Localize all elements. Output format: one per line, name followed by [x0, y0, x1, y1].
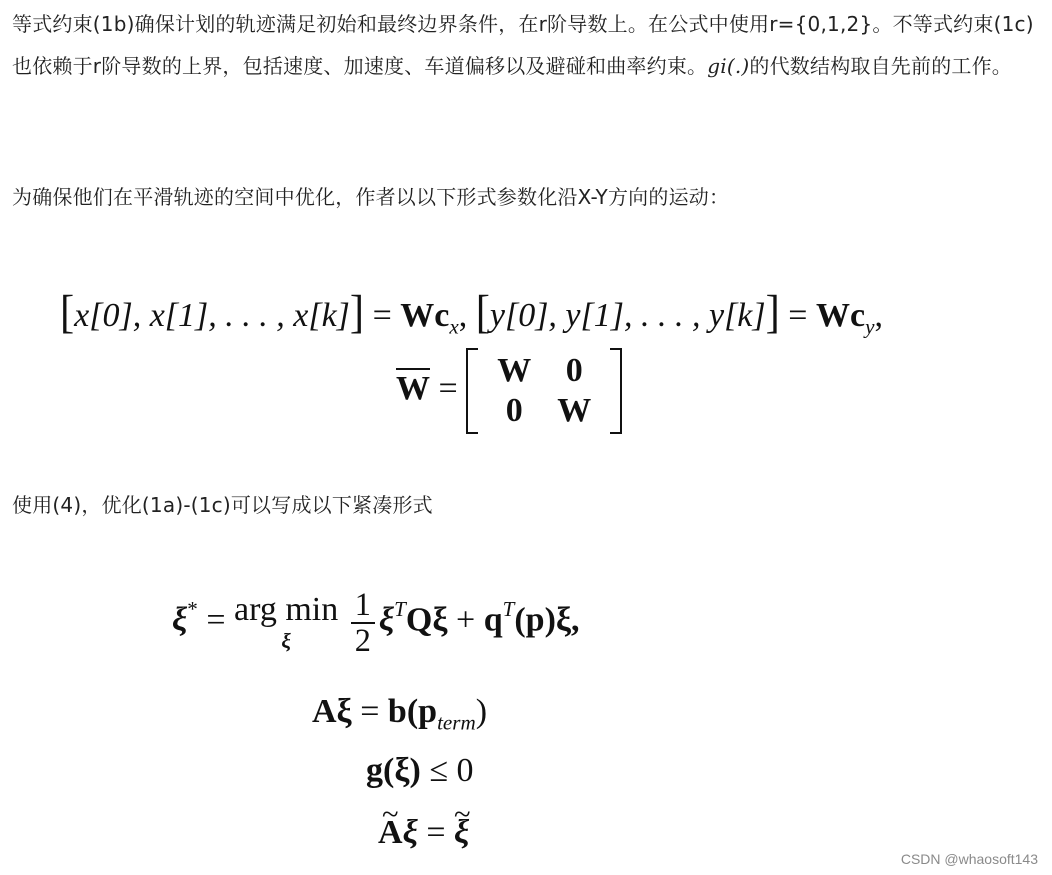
eq1-lhs-x: x[0], x[1], . . . , x[k] — [74, 297, 350, 334]
eq1-sub-x: x — [449, 314, 459, 339]
matrix-cell-21: 0 — [505, 392, 523, 429]
equation-block-matrix: $\overline{W}$ = W 0 0 W — [396, 348, 622, 434]
eq1-lhs-y: y[0], y[1], . . . , y[k] — [489, 297, 766, 334]
equation-equality-constraint: $A\xi = b(p_{term})$ — [312, 693, 488, 735]
inline-math-gi: gi(.) — [707, 54, 750, 78]
matrix-cell-12: 0 — [565, 352, 583, 389]
paragraph-parameterization: 为确保他们在平滑轨迹的空间中优化，作者以以下形式参数化沿X-Y方向的运动： — [12, 185, 730, 209]
equation-inequality-constraint: g(ξ) ≤ 0 — [366, 752, 474, 789]
equation-trajectory-x-y: [x[0], x[1], . . . , $x[k]] = Wc_x$, [y[0], y[1], . . . , $y[k]] = Wc_y$, — [60, 286, 883, 339]
equation-objective: ξ* = arg min ξ $\frac{1}{2}$ $\xi^TQ\xi + q^T(p)\xi$, — [172, 586, 580, 658]
matrix-cell-11: W — [497, 352, 532, 389]
eq1-sub-y: y — [865, 314, 875, 339]
argmin-operator: arg min ξ — [234, 591, 339, 654]
equation-tilde-constraint: ~ Aξ = ~ ξ — [378, 814, 469, 852]
paragraph-constraints-text: 等式约束(1b)确保计划的轨迹满足初始和最终边界条件，在r阶导数上。在公式中使用r={0,1,2}。不等式约束(1c)也依赖于r阶导数的上界，包括速度、加速度、车道偏移以及避碰和曲率约束。 — [12, 12, 1034, 78]
block-diagonal-matrix — [466, 348, 622, 434]
eq1-W-y: W — [815, 297, 850, 334]
matrix-cell-22: W — [557, 392, 592, 429]
paragraph-compact-form: 使用(4)，优化(1a)-(1c)可以写成以下紧凑形式 — [12, 493, 433, 517]
eq2-W-bar: $\overline{W}$ — [396, 369, 430, 407]
eq1-c-x: c — [434, 297, 450, 334]
eq1-W-x: W — [400, 297, 435, 334]
fraction-one-half: $\frac{1}{2}$ — [351, 588, 375, 658]
eq1-c-y: c — [849, 297, 866, 334]
paragraph-constraints-tail: 的代数结构取自先前的工作。 — [749, 54, 1013, 78]
paragraph-constraints — [12, 3, 1042, 87]
eq3-xi-star: ξ — [172, 601, 188, 639]
csdn-watermark: CSDN @whaosoft143 — [900, 851, 1038, 867]
